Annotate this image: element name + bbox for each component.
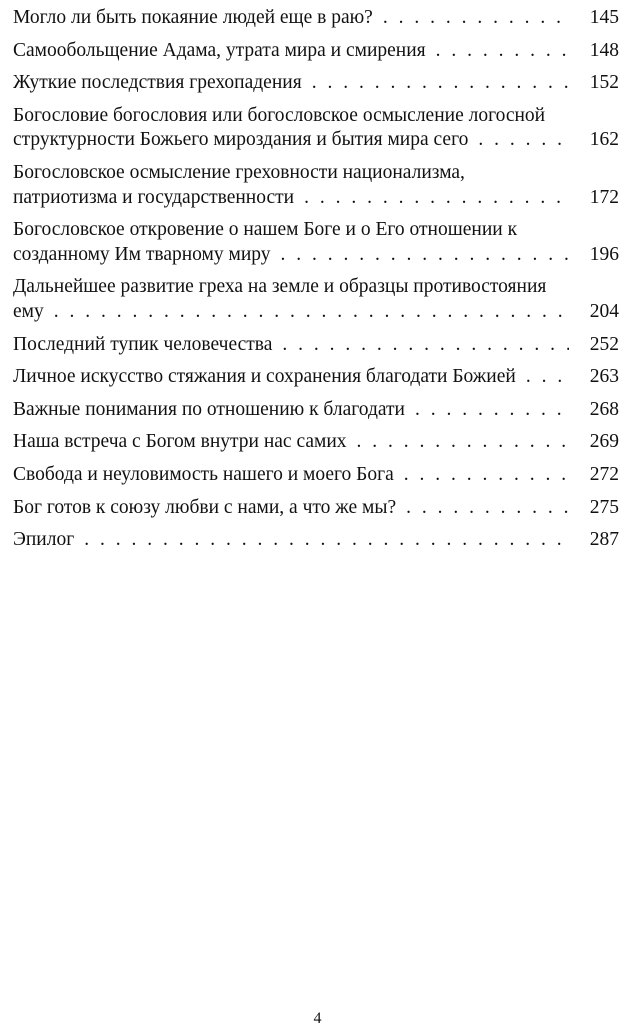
page-number: 4 [313,1010,322,1027]
toc-entry[interactable] [13,71,619,96]
toc-entry-title: Богословское откровение о нашем Боге и о Его отношении к созданному Им тварному миру . . . [13,218,569,267]
toc-entry-page: 204 [569,300,619,325]
toc-entry-title: Богословское осмысление греховности национализма, патриотизма и государственности . . . [13,161,569,210]
toc-entry[interactable] [13,463,619,488]
toc-entry[interactable] [13,365,619,390]
toc-entry-page: 272 [569,463,619,488]
toc-entry[interactable] [13,161,619,210]
toc-entry-page: 152 [569,71,619,96]
toc-entry-title: Бог готов к союзу любви с нами, а что же мы? . . . [13,496,569,521]
toc-entry-page: 162 [569,128,619,153]
toc-entry[interactable] [13,218,619,267]
table-of-contents [13,6,619,561]
toc-entry-title: Могло ли быть покаяние людей еще в раю? . . . [13,6,569,31]
toc-entry-page: 287 [569,528,619,553]
toc-entry-title: Свобода и неуловимость нашего и моего Бога . . . [13,463,569,488]
toc-entry[interactable] [13,333,619,358]
toc-entry-page: 172 [569,186,619,211]
toc-entry-page: 196 [569,243,619,268]
toc-entry-title: Дальнейшее развитие греха на земле и образцы противостояния ему . . . [13,275,569,324]
toc-entry[interactable] [13,430,619,455]
toc-entry[interactable] [13,398,619,423]
toc-entry-page: 263 [569,365,619,390]
toc-entry[interactable] [13,496,619,521]
toc-entry-page: 145 [569,6,619,31]
toc-entry-page: 269 [569,430,619,455]
toc-entry[interactable] [13,104,619,153]
toc-entry[interactable] [13,528,619,553]
toc-entry-title: Личное искусство стяжания и сохранения благодати Божией . . . [13,365,569,390]
toc-entry-page: 268 [569,398,619,423]
toc-entry-title: Наша встреча с Богом внутри нас самих . . . [13,430,569,455]
toc-entry-title: Богословие богословия или богословское осмысление логосной структурности Божьего мироздания и бытия мира сего . . . [13,104,569,153]
toc-entry[interactable] [13,275,619,324]
toc-entry[interactable] [13,39,619,64]
toc-entry-title: Самообольщение Адама, утрата мира и смирения . . . [13,39,569,64]
toc-entry-title: Последний тупик человечества . . . [13,333,569,358]
toc-entry-page: 275 [569,496,619,521]
toc-entry-title: Эпилог . . . [13,528,569,553]
toc-entry-page: 252 [569,333,619,358]
toc-entry-title: Важные понимания по отношению к благодати . . . [13,398,569,423]
toc-entry[interactable] [13,6,619,31]
toc-entry-page: 148 [569,39,619,64]
toc-entry-title: Жуткие последствия грехопадения . . . [13,71,569,96]
